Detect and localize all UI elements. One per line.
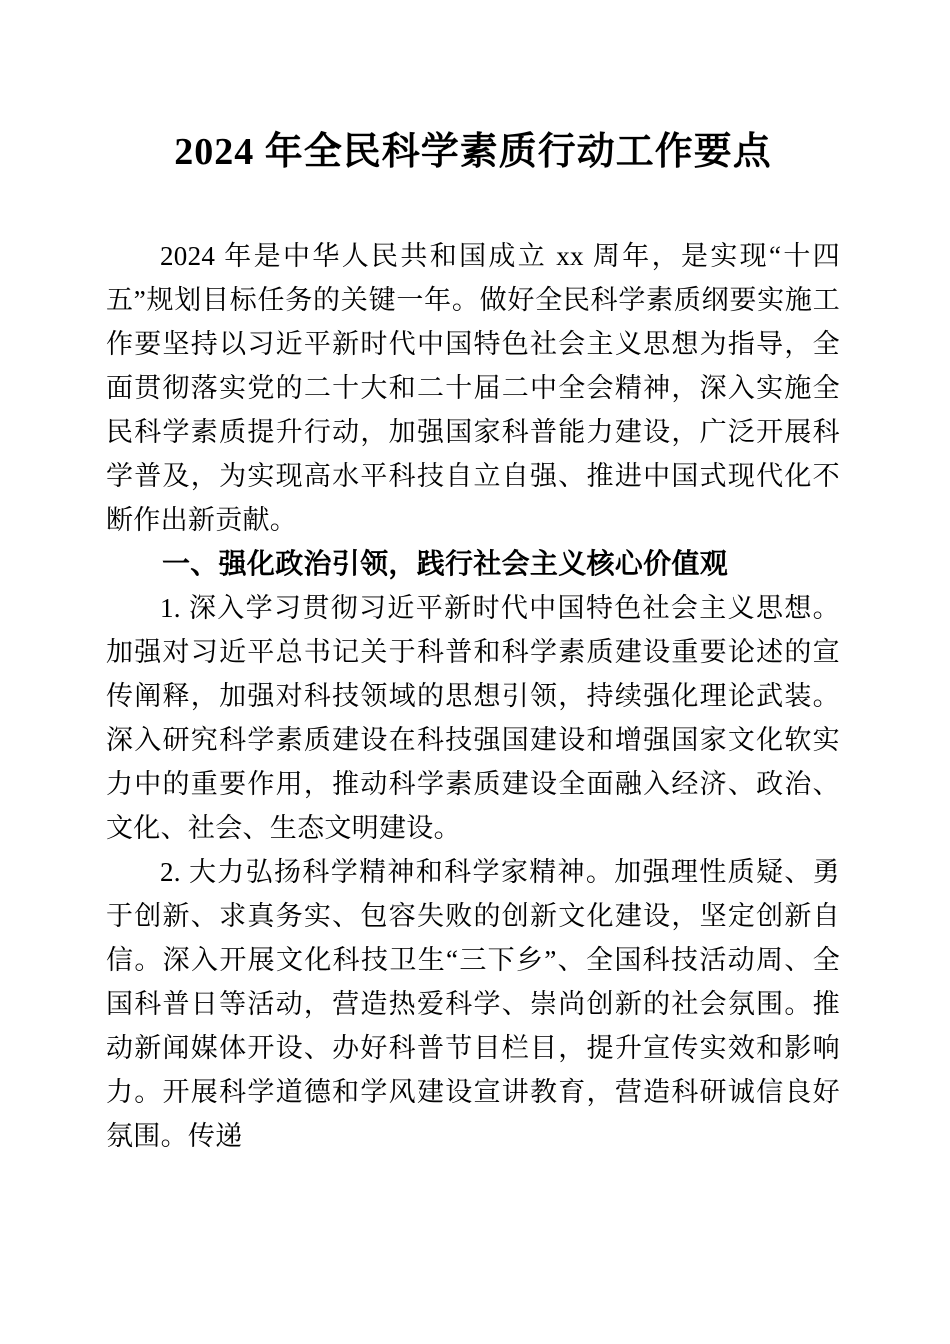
document-body xyxy=(106,234,840,1158)
document-title: 2024 年全民科学素质行动工作要点 xyxy=(174,131,772,173)
section-heading-1: 一、强化政治引领，践行社会主义核心价值观 xyxy=(162,548,729,579)
paragraph-intro: 2024 年是中华人民共和国成立 xx 周年，是实现“十四五”规划目标任务的关键一年。做好全民科学素质纲要实施工作要坚持以习近平新时代中国特色社会主义思想为指导，全面贯彻落实党的二十大和二十届二中全会精神，深入实施全民科学素质提升行动，加强国家科普能力建设，广泛开展科学普及，为实现高水平科技自立自强、推进中国式现代化不断作出新贡献。 xyxy=(106,241,840,535)
paragraph-item-2: 2. 大力弘扬科学精神和科学家精神。加强理性质疑、勇于创新、求真务实、包容失败的创新文化建设，坚定创新自信。深入开展文化科技卫生“三下乡”、全国科技活动周、全国科普日等活动，营造热爱科学、崇尚创新的社会氛围。推动新闻媒体开设、办好科普节目栏目，提升宣传实效和影响力。开展科学道德和学风建设宣讲教育，营造科研诚信良好氛围。传递 xyxy=(106,857,840,1151)
paragraph-item-1: 1. 深入学习贯彻习近平新时代中国特色社会主义思想。加强对习近平总书记关于科普和科学素质建设重要论述的宣传阐释，加强对科技领域的思想引领，持续强化理论武装。深入研究科学素质建设在科技强国建设和增强国家文化软实力中的重要作用，推动科学素质建设全面融入经济、政治、文化、社会、生态文明建设。 xyxy=(106,593,840,843)
